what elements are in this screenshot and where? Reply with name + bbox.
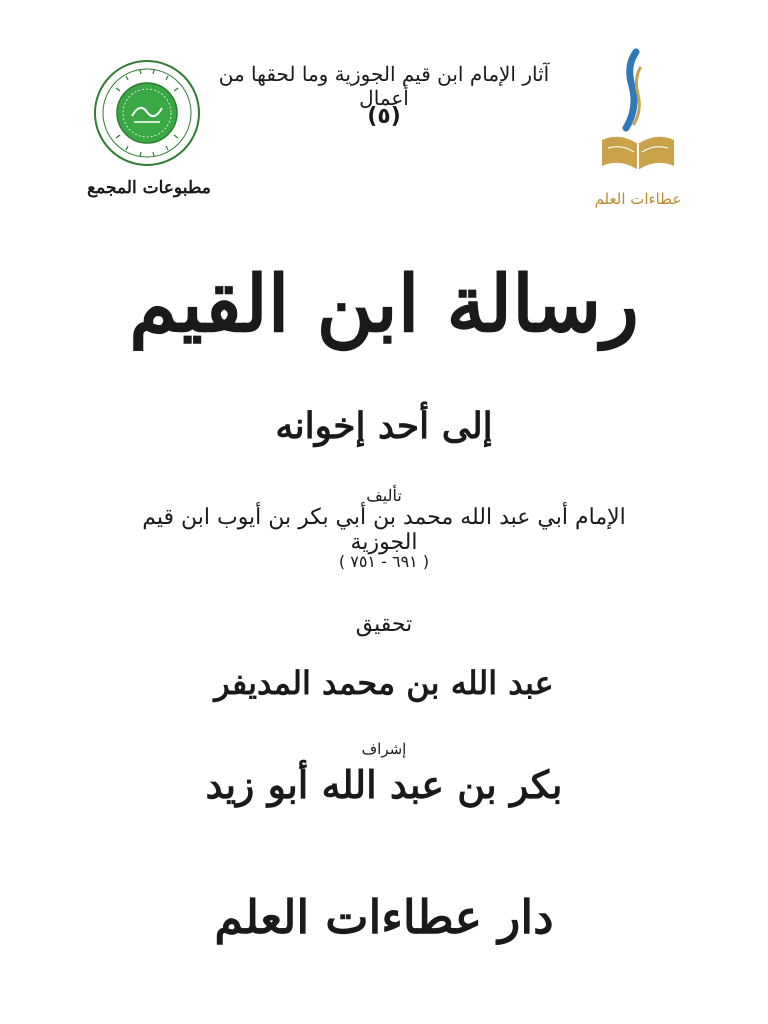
right-logo-caption: عطاءات العلم (594, 190, 682, 208)
editor-name: عبد الله بن محمد المديفر (214, 664, 554, 702)
supervision-label: إشراف (361, 740, 407, 758)
author-name: الإمام أبي عبد الله محمد بن أبي بكر بن أيوب ابن قيم الجوزية (142, 505, 626, 555)
publisher-name: دار عطاءات العلم (214, 890, 554, 944)
seal-caption: مطبوعات المجمع (87, 178, 211, 198)
editor-label: تحقيق (355, 612, 413, 637)
series-title: آثار الإمام ابن قيم الجوزية وما لحقها من أعمال (218, 62, 550, 110)
book-subtitle: إلى أحد إخوانه (275, 405, 493, 447)
book-title: رسالة ابن القيم (129, 259, 639, 350)
author-dates: ( ٦٩١ - ٧٥١ ) (338, 552, 430, 571)
supervisor-name: بكر بن عبد الله أبو زيد (205, 762, 563, 807)
authorship-label: تأليف (366, 486, 402, 505)
series-number: (٥) (367, 104, 401, 129)
book-quill-icon (590, 48, 686, 188)
seal-icon (92, 58, 202, 168)
